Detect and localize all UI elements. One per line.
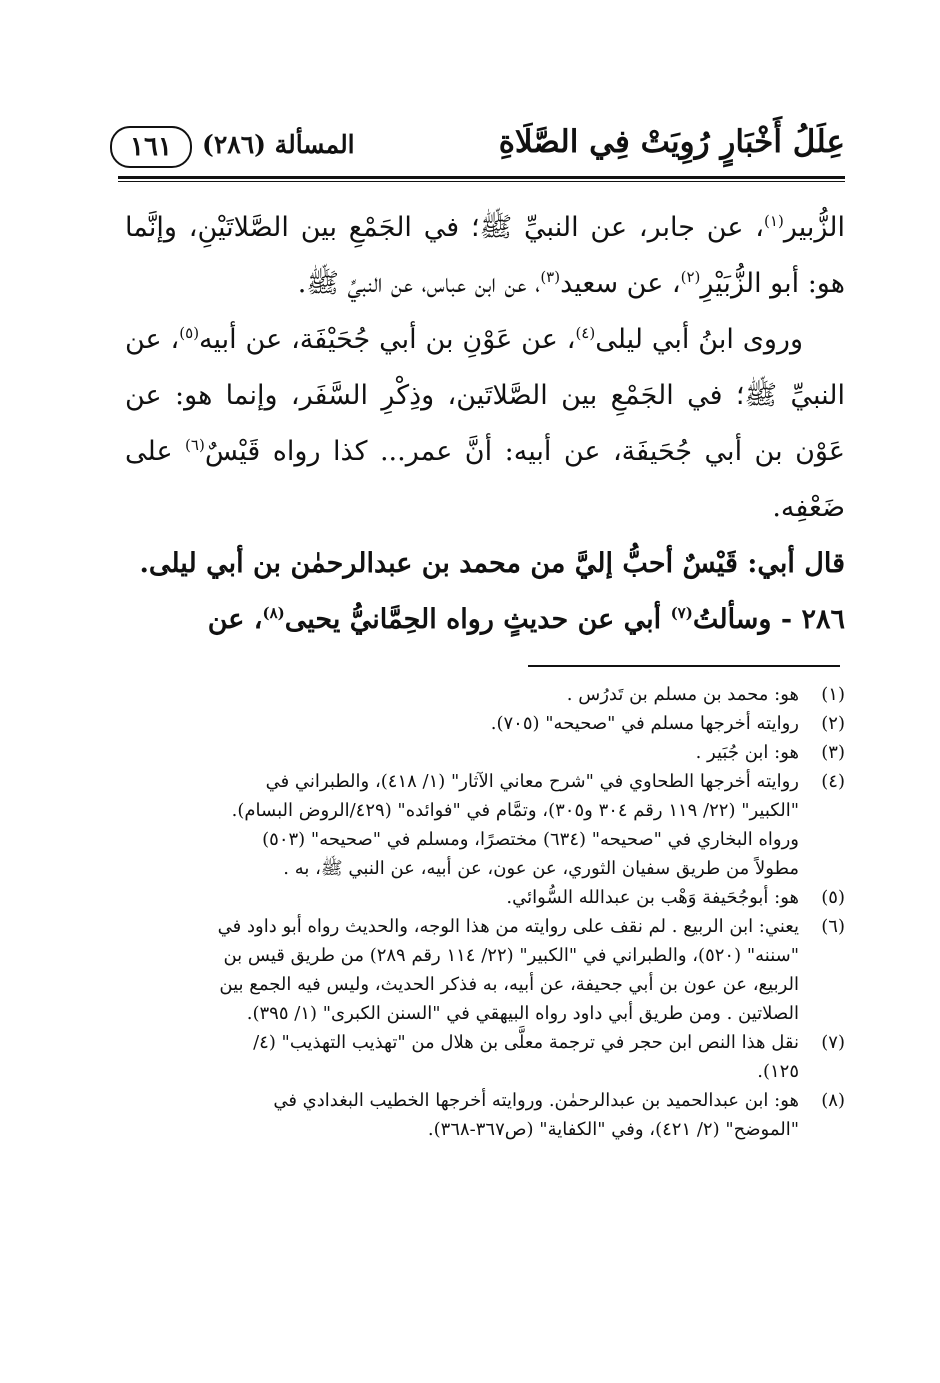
footnote-1	[125, 680, 845, 709]
text-run: وروى ابنُ أبي ليلى	[595, 324, 803, 355]
footnote-line: هو: محمد بن مسلم بن تَدرُس .	[566, 684, 799, 705]
book-title: عِلَلُ أَخْبَارٍ رُوِيَتْ فِي الصَّلَاةِ	[498, 124, 845, 160]
footnote-text	[125, 767, 799, 883]
footnote-number: (٨)	[821, 1090, 845, 1111]
footnote-ref-8[interactable]: (٨)	[262, 604, 285, 622]
text-run: ٢٨٦ - وسألتُ	[692, 604, 845, 635]
footnote-line: مطولاً من طريق سفيان الثوري، عن عون، عن أبيه، عن النبي ﷺ، به .	[283, 858, 799, 879]
footnote-line: "سننه" (٥٢٠)، والطبراني في "الكبير" (٢٢/ ١١٤ رقم ٢٨٩) من طريق قيس بن	[223, 945, 799, 966]
text-run: ، عن سعيد	[560, 268, 681, 299]
footnote-text	[125, 912, 799, 1028]
footnote-ref-3[interactable]: (٣)	[540, 268, 561, 286]
text-run: ، عن النبيِّ ﷺ؛ في الجَمْعِ بين الصَّلاتَين، وذِكْرِ السَّفَر، وإنما هو: عن عَوْن بن أبي جُحَيفَة، عن أبيه: أنَّ عمر... كذا رواه قَيْسٌ	[125, 324, 845, 467]
footnote-number: (٣)	[821, 742, 845, 763]
header-rule-thin	[118, 181, 845, 182]
footnote-ref-7[interactable]: (٧)	[670, 604, 693, 622]
footnote-line: ورواه البخاري في "صحيحه" (٦٣٤) مختصرًا، ومسلم في "صحيحه" (٥٠٣)	[262, 829, 799, 850]
footnote-ref-2[interactable]: (٢)	[680, 268, 701, 286]
paragraph-2	[125, 312, 845, 536]
text-run: ، عن ابن عباس، عن النبيِّ ﷺ.	[297, 268, 541, 299]
footnote-separator	[528, 665, 840, 667]
text-run: على ضَعْفِه.	[125, 436, 845, 523]
paragraph-4-question-286	[125, 592, 845, 648]
footnote-line: روايته أخرجها الطحاوي في "شرح معاني الآثار" (١/ ٤١٨)، والطبراني في	[265, 771, 799, 792]
footnote-ref-1[interactable]: (١)	[764, 212, 784, 230]
footnote-6	[125, 912, 845, 1028]
text-run: الزُّبير	[783, 212, 845, 243]
footnote-line: ١٢٥).	[757, 1061, 799, 1082]
footnote-7	[125, 1028, 845, 1086]
footnote-8	[125, 1086, 845, 1144]
footnote-4	[125, 767, 845, 883]
footnote-line: روايته أخرجها مسلم في "صحيحه" (٧٠٥).	[490, 713, 799, 734]
footnote-line: نقل هذا النص ابن حجر في ترجمة معلَّى بن هلال من "تهذيب التهذيب" (٤/	[253, 1032, 799, 1053]
footnote-number: (٥)	[821, 887, 845, 908]
text-run: أبي عن حديثٍ رواه الحِمَّانيُّ يحيى	[284, 604, 671, 635]
footnote-line: هو: أبوجُحَيفة وَهْب بن عبدالله السُّوائي.	[506, 887, 799, 908]
footnote-text	[125, 738, 799, 767]
footnote-number: (٢)	[821, 713, 845, 734]
text-run: ، عن عَوْنِ بن أبي جُحَيْفَة، عن أبيه	[199, 324, 576, 355]
main-text	[125, 200, 845, 648]
footnote-ref-6[interactable]: (٦)	[185, 436, 205, 454]
footnote-ref-5[interactable]: (٥)	[179, 324, 200, 342]
footnotes-section	[125, 680, 845, 1144]
footnote-line: "الكبير" (٢٢/ ١١٩ رقم ٣٠٤ و٣٠٥)، وتمَّام في "فوائده" (٤٢٩/الروض البسام).	[231, 800, 799, 821]
text-run: ، عن	[207, 604, 263, 635]
footnote-3	[125, 738, 845, 767]
paragraph-3-abi-hatim-verdict: قال أبي: قَيْسٌ أحبُّ إليَّ من محمد بن عبدالرحمٰن بن أبي ليلى.	[139, 548, 845, 579]
footnote-number: (٧)	[821, 1032, 845, 1053]
footnote-number: (٦)	[821, 916, 845, 937]
footnote-5	[125, 883, 845, 912]
footnote-2	[125, 709, 845, 738]
footnote-line: "الموضح" (٢/ ٤٢١)، وفي "الكفاية" (ص٣٦٧-٣٦٨).	[427, 1119, 799, 1140]
footnote-text	[125, 709, 799, 738]
masala-label: المسألة (٢٨٦)	[202, 130, 355, 159]
footnote-number: (٤)	[821, 771, 845, 792]
footnote-text	[125, 1028, 799, 1086]
footnote-ref-4[interactable]: (٤)	[575, 324, 596, 342]
header-rule-thick	[118, 176, 845, 179]
footnote-text	[125, 1086, 799, 1144]
page-header	[110, 120, 845, 176]
text-run: ، عن جابر، عن النبيِّ ﷺ؛ في الجَمْعِ بين الصَّلاتَيْنِ، وإنَّما هو: أبو الزُّبَيْرِ	[125, 212, 845, 299]
footnote-number: (١)	[821, 684, 845, 705]
footnote-text	[125, 883, 799, 912]
paragraph-1	[125, 200, 845, 312]
page-number: ١٦١	[110, 126, 192, 168]
footnote-line: يعني: ابن الربيع . لم نقف على روايته من هذا الوجه، والحديث رواه أبو داود في	[217, 916, 799, 937]
footnote-text	[125, 680, 799, 709]
footnote-line: الربيع، عن عون بن أبي جحيفة، عن أبيه، به فذكر الحديث، وليس فيه الجمع بين	[219, 974, 799, 995]
footnote-line: هو: ابن عبدالحميد بن عبدالرحمٰن. وروايته أخرجها الخطيب البغدادي في	[273, 1090, 799, 1111]
footnote-line: الصلاتين . ومن طريق أبي داود رواه البيهقي في "السنن الكبرى" (١/ ٣٩٥).	[246, 1003, 799, 1024]
footnote-line: هو: ابن جُبَير .	[695, 742, 799, 763]
